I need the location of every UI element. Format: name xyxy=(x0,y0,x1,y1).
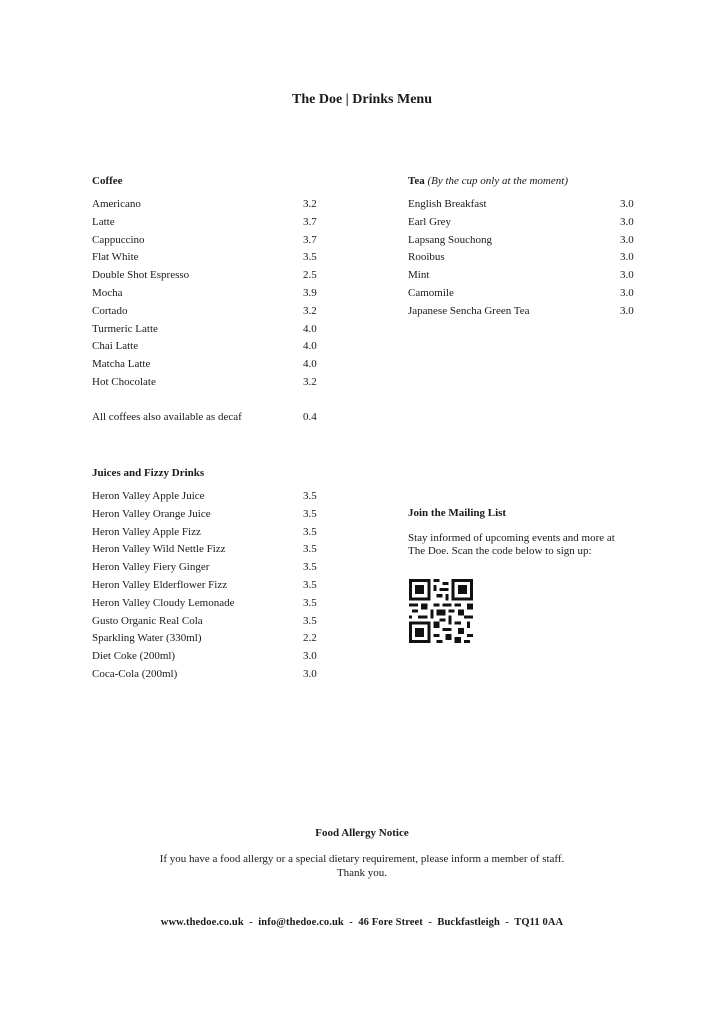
coffee-heading: Coffee xyxy=(92,175,123,187)
item-price: 3.5 xyxy=(303,578,317,591)
item-price: 3.5 xyxy=(303,507,317,520)
item-name: Coca-Cola (200ml) xyxy=(92,667,178,680)
list-item xyxy=(408,216,648,234)
item-price: 3.5 xyxy=(303,614,317,627)
juices-heading: Juices and Fizzy Drinks xyxy=(92,467,205,479)
list-item xyxy=(408,269,648,287)
item-price: 3.7 xyxy=(303,233,317,246)
item-name: Cappuccino xyxy=(92,233,145,246)
item-price: 3.2 xyxy=(303,304,317,317)
item-price: 3.2 xyxy=(303,375,317,388)
item-name: Heron Valley Cloudy Lemonade xyxy=(92,596,235,609)
list-item xyxy=(92,508,332,526)
item-price: 3.5 xyxy=(303,596,317,609)
item-name: Mocha xyxy=(92,286,123,299)
item-name: Heron Valley Orange Juice xyxy=(92,507,211,520)
list-item xyxy=(92,376,332,394)
item-name: Heron Valley Fiery Ginger xyxy=(92,561,210,574)
item-price: 3.0 xyxy=(620,251,634,264)
item-name: Cortado xyxy=(92,304,128,317)
item-name: Rooibus xyxy=(408,251,445,264)
item-name: Hot Chocolate xyxy=(92,375,156,388)
item-price: 4.0 xyxy=(303,322,317,335)
decaf-note-text: All coffees also available as decaf xyxy=(92,411,242,423)
list-item xyxy=(92,251,332,269)
mailing-text: Stay informed of upcoming events and more at The Doe. Scan the code below to sign up: xyxy=(408,532,615,557)
item-price: 3.0 xyxy=(620,286,634,299)
item-name: Chai Latte xyxy=(92,340,139,353)
item-name: Americano xyxy=(92,198,141,210)
allergy-text xyxy=(0,852,724,880)
allergy-heading: Food Allergy Notice xyxy=(315,827,409,839)
item-name: Diet Coke (200ml) xyxy=(92,650,176,663)
list-item xyxy=(408,198,648,216)
footer-contact: www.thedoe.co.uk - info@thedoe.co.uk - 46 Fore Street - Buckfastleigh - TQ11 0AA xyxy=(160,917,564,928)
item-name: English Breakfast xyxy=(408,198,487,210)
item-name: Sparkling Water (330ml) xyxy=(92,632,202,645)
item-price: 3.9 xyxy=(303,286,317,299)
item-price: 3.0 xyxy=(620,269,634,282)
item-name: Flat White xyxy=(92,251,139,264)
item-name: Turmeric Latte xyxy=(92,322,158,335)
list-item xyxy=(92,340,332,358)
item-name: Double Shot Espresso xyxy=(92,269,190,282)
list-item xyxy=(92,597,332,615)
list-item xyxy=(408,305,648,323)
item-price: 4.0 xyxy=(303,358,317,371)
page-title: The Doe | Drinks Menu xyxy=(292,92,432,107)
qr-code-icon[interactable] xyxy=(409,579,473,643)
item-name: Heron Valley Apple Fizz xyxy=(92,525,201,538)
list-item xyxy=(92,632,332,650)
list-item xyxy=(92,216,332,234)
juices-list xyxy=(92,490,332,686)
list-item xyxy=(92,615,332,633)
list-item xyxy=(92,358,332,376)
item-name: Mint xyxy=(408,269,430,282)
list-item xyxy=(408,251,648,269)
item-price: 3.0 xyxy=(620,233,634,246)
item-name: Latte xyxy=(92,215,115,228)
item-price: 3.5 xyxy=(303,561,317,574)
item-price: 3.5 xyxy=(303,490,317,502)
item-price: 2.5 xyxy=(303,269,317,282)
item-name: Earl Grey xyxy=(408,215,452,228)
item-name: Heron Valley Apple Juice xyxy=(92,490,205,502)
list-item xyxy=(92,234,332,252)
tea-subheading: (By the cup only at the moment) xyxy=(427,175,568,187)
list-item xyxy=(92,287,332,305)
item-price: 3.0 xyxy=(620,198,634,210)
item-price: 3.5 xyxy=(303,525,317,538)
mailing-heading: Join the Mailing List xyxy=(408,507,507,519)
item-price: 3.0 xyxy=(303,650,317,663)
list-item xyxy=(92,323,332,341)
item-price: 3.7 xyxy=(303,215,317,228)
decaf-note xyxy=(92,411,332,423)
list-item xyxy=(92,561,332,579)
list-item xyxy=(92,543,332,561)
item-name: Camomile xyxy=(408,286,454,299)
list-item xyxy=(92,579,332,597)
item-price: 4.0 xyxy=(303,340,317,353)
list-item xyxy=(92,526,332,544)
item-name: Lapsang Souchong xyxy=(408,233,493,246)
tea-list xyxy=(408,198,648,323)
allergy-line-2: Thank you. xyxy=(336,867,388,879)
item-name: Heron Valley Wild Nettle Fizz xyxy=(92,543,226,556)
item-price: 3.5 xyxy=(303,251,317,264)
item-name: Japanese Sencha Green Tea xyxy=(408,304,530,317)
item-name: Matcha Latte xyxy=(92,358,151,371)
item-name: Gusto Organic Real Cola xyxy=(92,614,203,627)
item-price: 3.0 xyxy=(620,215,634,228)
list-item xyxy=(92,269,332,287)
item-price: 3.5 xyxy=(303,543,317,556)
tea-heading-label: Tea xyxy=(408,175,425,187)
list-item xyxy=(92,490,332,508)
item-price: 3.2 xyxy=(303,198,317,210)
list-item xyxy=(92,305,332,323)
item-price: 3.0 xyxy=(303,667,317,680)
tea-heading xyxy=(408,175,568,187)
allergy-line-1: If you have a food allergy or a special dietary requirement, please inform a member of staff. xyxy=(159,853,565,865)
list-item xyxy=(92,198,332,216)
item-price: 3.0 xyxy=(620,304,634,317)
item-price: 2.2 xyxy=(303,632,317,645)
list-item xyxy=(408,287,648,305)
item-name: Heron Valley Elderflower Fizz xyxy=(92,578,228,591)
coffee-list xyxy=(92,198,332,394)
list-item xyxy=(92,650,332,668)
list-item xyxy=(408,234,648,252)
decaf-price: 0.4 xyxy=(303,411,317,423)
list-item xyxy=(92,668,332,686)
